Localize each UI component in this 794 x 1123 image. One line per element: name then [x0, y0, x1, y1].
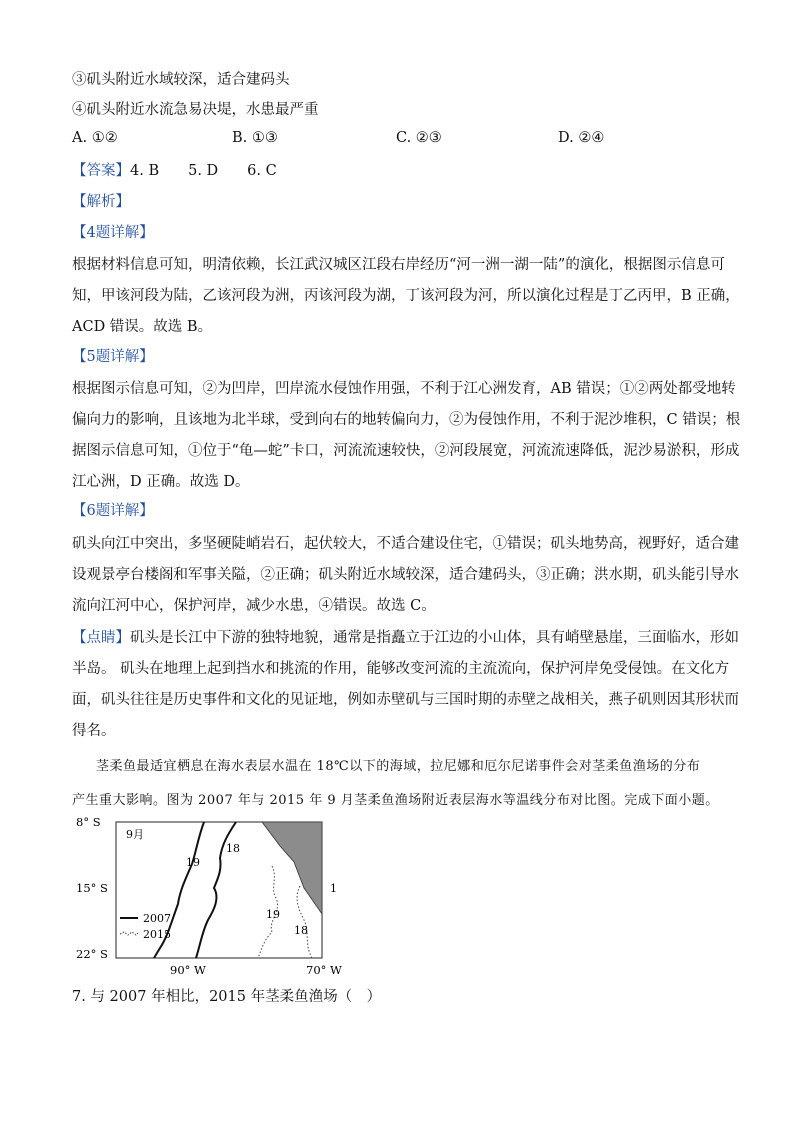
q5-row: 据图示信息可知，①位于“龟—蛇”卡口，河流流速较快，②河段展宽，河流流速降低，泥沙易淤积，形成 — [72, 443, 740, 459]
option-line-3: ③矶头附近水域较深，适合建码头 — [72, 72, 290, 88]
q4-heading: 【4题详解】 — [72, 225, 154, 241]
comment-row: 面，矶头往往是历史事件和文化的见证地，例如赤壁矶与三国时期的赤壁之战相关，燕子矶则因其形状而 — [72, 692, 739, 708]
comment-row: 半岛。 矶头在地理上起到挡水和挑流的作用，能够改变河流的主流流向，保护河岸免受侵蚀。在文化方 — [72, 661, 730, 677]
answer-tag: 【答案】 — [72, 163, 130, 179]
comment-row: 得名。 — [72, 723, 116, 739]
label-2015-18: 18 — [294, 924, 308, 937]
legend-2015-label: 2015 — [143, 928, 171, 941]
comment-first-text: 矶头是长江中下游的独特地貌，通常是指矗立于江边的小山体，具有峭壁悬崖，三面临水，形如 — [130, 630, 739, 646]
lat-label-15s: 15° S — [76, 881, 108, 895]
q5-row: 根据图示信息可知，②为凹岸，凹岸流水侵蚀作用强，不利于江心洲发育，AB 错误；①②两处都受地转 — [72, 381, 736, 397]
q6-row: 矶头向江中突出，多坚硬陡峭岩石，起伏较大，不适合建设住宅，①错误；矶头地势高，视野好，适合建 — [72, 536, 739, 552]
month-label: 9月 — [126, 828, 144, 841]
question-7: 7. 与 2007 年相比，2015 年茎柔鱼渔场（ ） — [72, 989, 382, 1005]
q4-explanation — [72, 250, 740, 343]
choice-c: C. ②③ — [396, 130, 442, 146]
q6-row: 设观景亭台楼阁和军事关隘，②正确；矶头附近水域较深，适合建码头，③正确；洪水期，矶头能引导水 — [72, 567, 739, 583]
q6-row: 流向江河中心，保护河岸，减少水患，④错误。故选 C。 — [72, 598, 436, 614]
lat-label-22s: 22° S — [76, 947, 108, 961]
legend-2007-label: 2007 — [143, 912, 171, 925]
right-mark: 1 — [330, 882, 337, 895]
comment-section — [72, 623, 739, 747]
q5-row: 江心洲，D 正确。故选 D。 — [72, 474, 250, 490]
answer-line — [72, 161, 277, 181]
q5-heading: 【5题详解】 — [72, 349, 154, 365]
material-row: 茎柔鱼最适宜栖息在海水表层水温在 18℃以下的海域，拉尼娜和厄尔尼诺事件会对茎柔鱼渔场的分布 — [96, 759, 701, 774]
q6-heading: 【6题详解】 — [72, 503, 154, 519]
lat-label-8s: 8° S — [76, 815, 101, 829]
analysis-tag: 【解析】 — [72, 194, 130, 210]
q4-row: 知，甲该河段为陆，乙该河段为洲，丙该河段为湖，丁该河段为河，所以演化过程是丁乙丙甲，B 正确， — [72, 288, 740, 304]
q4-row: 根据材料信息可知，明清依赖，长江武汉城区江段右岸经历“河一洲一湖一陆”的演化，根据图示信息可 — [72, 257, 725, 273]
choice-a: A. ①② — [72, 130, 118, 146]
choice-b: B. ①③ — [232, 130, 278, 146]
q6-explanation — [72, 529, 739, 622]
lon-label-70w: 70° W — [306, 963, 342, 977]
q4-row: ACD 错误。故选 B。 — [72, 319, 213, 335]
q5-row: 偏向力的影响，且该地为北半球，受到向右的地转偏向力，②为侵蚀作用，不利于泥沙堆积，C 错误；根 — [72, 412, 741, 428]
label-2007-19: 19 — [186, 856, 200, 869]
q5-explanation — [72, 374, 741, 498]
material-row: 产生重大影响。图为 2007 年与 2015 年 9 月茎柔鱼渔场附近表层海水等温线分布对比图。完成下面小题。 — [72, 793, 719, 808]
choice-d: D. ②④ — [558, 130, 605, 146]
option-line-4: ④矶头附近水流急易决堤，水患最严重 — [72, 102, 319, 118]
answer-text: 4. B 5. D 6. C — [130, 163, 277, 179]
label-2007-18: 18 — [226, 842, 240, 855]
comment-first-row — [72, 623, 739, 654]
comment-tag: 【点睛】 — [72, 630, 130, 646]
lon-label-90w: 90° W — [170, 963, 206, 977]
label-2015-19: 19 — [266, 908, 280, 921]
isotherm-map — [72, 808, 362, 980]
